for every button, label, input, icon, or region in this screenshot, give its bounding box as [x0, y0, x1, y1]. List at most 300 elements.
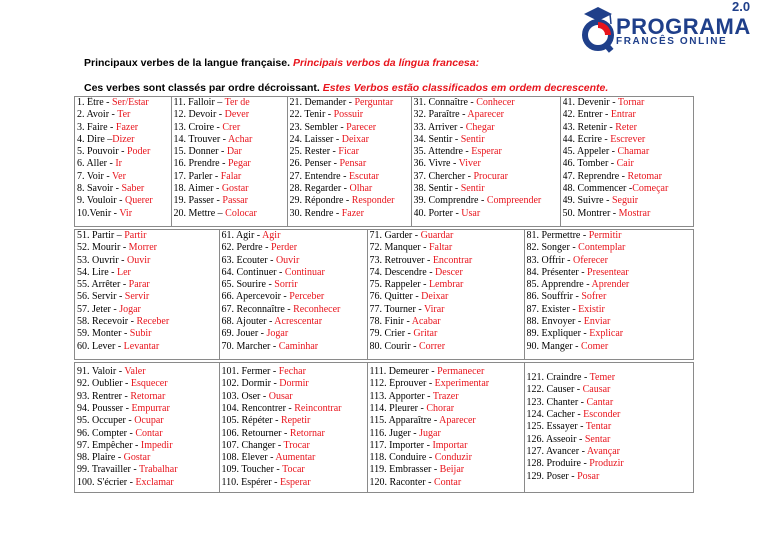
verb-french: 74. Descendre -	[369, 266, 436, 278]
verb-entry	[370, 316, 524, 328]
verb-entry	[370, 403, 524, 415]
verb-entry	[370, 464, 524, 476]
verb-french: 57. Jeter -	[77, 303, 120, 315]
verb-entry	[290, 183, 411, 195]
verb-entry	[77, 378, 219, 390]
verb-french: 78. Finir -	[369, 316, 412, 328]
verb-french: 54. Lire -	[77, 266, 117, 278]
verb-portuguese: Levantar	[123, 340, 160, 352]
verb-portuguese: Acrescentar	[274, 316, 323, 328]
verb-entry	[527, 316, 696, 328]
verb-entry	[77, 267, 219, 279]
verb-entry	[370, 341, 524, 353]
heading-order-pt: Estes Verbos estão classificados em ordem decrescente.	[322, 82, 609, 94]
verb-entry	[370, 378, 524, 390]
verb-entry	[370, 328, 524, 340]
verb-french: 49. Suivre -	[562, 195, 612, 207]
verb-portuguese: Contar	[135, 427, 163, 439]
verb-entry	[527, 242, 696, 254]
verb-french: 5. Pouvoir -	[77, 146, 127, 158]
verb-entry	[222, 440, 367, 452]
verb-column	[367, 363, 524, 492]
verb-portuguese: Ir	[115, 158, 122, 170]
verb-entry	[563, 158, 696, 170]
verb-block-1-50	[74, 96, 694, 227]
verb-portuguese: Agir	[262, 230, 281, 241]
verb-french: 83. Offrir -	[526, 254, 573, 266]
verb-french: 63. Écouter -	[221, 254, 276, 266]
verb-portuguese: Parecer	[346, 121, 377, 133]
verb-portuguese: Deixar	[421, 291, 449, 303]
verb-entry	[77, 316, 219, 328]
verb-entry	[370, 267, 524, 279]
verb-french: 90. Manger -	[526, 340, 581, 352]
verb-entry	[77, 109, 171, 121]
verb-portuguese: Sofrer	[581, 291, 607, 303]
verb-portuguese: Retomar	[627, 170, 662, 182]
verb-portuguese: Ter	[117, 109, 131, 121]
verb-portuguese: Fechar	[278, 366, 306, 378]
verb-french: 123. Chanter -	[526, 396, 587, 408]
verb-portuguese: Tentar	[585, 421, 612, 433]
verb-portuguese: Oferecer	[572, 254, 608, 266]
verb-entry	[414, 183, 560, 195]
verb-entry	[222, 452, 367, 464]
verb-block-51-90	[74, 229, 694, 360]
verb-portuguese: Deixar	[341, 133, 369, 145]
verb-french: 53. Ouvrir -	[77, 254, 127, 266]
verb-french: 104. Rencontrer -	[221, 402, 295, 414]
verb-french: 87. Exister -	[526, 303, 579, 315]
verb-portuguese: Tornar	[617, 97, 645, 108]
verb-french: 13. Croire -	[173, 121, 223, 133]
verb-entry	[414, 109, 560, 121]
verb-portuguese: Vir	[119, 207, 133, 219]
verb-portuguese: Perder	[270, 242, 298, 254]
verb-french: 75. Rappeler -	[369, 279, 429, 291]
verb-entry	[77, 171, 171, 183]
verb-entry	[370, 304, 524, 316]
verb-french: 10.Venir -	[77, 207, 120, 219]
verb-french: 15. Donner -	[173, 146, 227, 158]
verb-french: 68. Ajouter -	[221, 316, 275, 328]
verb-french: 28. Regarder -	[289, 183, 350, 195]
verb-entry	[222, 304, 367, 316]
verb-french: 39. Comprendre -	[413, 195, 487, 207]
verb-portuguese: Sentir	[460, 183, 485, 195]
verb-french: 76. Quitter -	[369, 291, 422, 303]
verb-french: 67. Reconnaître -	[221, 303, 294, 315]
verb-entry	[222, 477, 367, 489]
verb-french: 4. Dire –	[77, 133, 113, 145]
verb-entry	[222, 255, 367, 267]
verb-entry	[222, 415, 367, 427]
verb-table	[75, 97, 695, 226]
verb-portuguese: Importar	[432, 439, 468, 451]
verb-french: 31. Connaître -	[413, 97, 477, 108]
verb-french: 19. Passer -	[173, 195, 223, 207]
verb-french: 26. Penser -	[289, 158, 340, 170]
verb-column	[75, 230, 219, 359]
verb-column	[411, 97, 560, 226]
verb-entry	[174, 171, 287, 183]
verb-portuguese: Permanecer	[437, 366, 485, 378]
verb-entry	[222, 279, 367, 291]
verb-entry	[77, 464, 219, 476]
verb-portuguese: Beijar	[439, 464, 465, 476]
verb-entry	[77, 366, 219, 378]
verb-french: 95. Occuper -	[77, 415, 135, 427]
verb-french: 112. Éprouver -	[369, 378, 435, 390]
verb-french: 79. Crier -	[369, 328, 414, 340]
verb-portuguese: Entrar	[610, 109, 636, 121]
verb-portuguese: Colocar	[225, 207, 257, 219]
verb-portuguese: Faltar	[428, 242, 453, 254]
logo-version: 2.0	[732, 0, 751, 14]
verb-entry	[370, 415, 524, 427]
verb-portuguese: Correr	[418, 340, 446, 352]
verb-entry	[563, 146, 696, 158]
verb-portuguese: Gritar	[413, 328, 438, 340]
verb-french: 122. Causer -	[526, 384, 583, 396]
verb-french: 24. Laisser -	[289, 133, 342, 145]
verb-column	[524, 230, 695, 359]
verb-french: 96. Compter -	[77, 427, 136, 439]
verb-french: 102. Dormir -	[221, 378, 280, 390]
verb-french: 88. Envoyer -	[526, 316, 584, 328]
verb-entry	[527, 328, 696, 340]
verb-row	[75, 97, 695, 226]
verb-portuguese: Ler	[117, 266, 131, 278]
verb-french: 34. Sentir -	[413, 133, 461, 145]
verb-entry	[174, 122, 287, 134]
verb-french: 42. Entrer -	[562, 109, 611, 121]
heading-title-pt: Principais verbos da língua francesa:	[292, 57, 480, 69]
verb-french: 41. Devenir -	[562, 97, 618, 108]
verb-entry	[527, 267, 696, 279]
verb-entry	[222, 328, 367, 340]
verb-entry	[77, 403, 219, 415]
verb-portuguese: Ousar	[268, 390, 293, 402]
verb-french: 109. Toucher -	[221, 464, 283, 476]
verb-french: 43. Retenir -	[562, 121, 616, 133]
verb-french: 117. Importer -	[369, 439, 433, 451]
verb-entry	[174, 134, 287, 146]
verb-french: 11. Falloir –	[173, 97, 225, 108]
verb-entry	[77, 391, 219, 403]
verb-french: 16. Prendre -	[173, 158, 228, 170]
verb-entry	[77, 183, 171, 195]
verb-portuguese: Reter	[615, 121, 637, 133]
verb-portuguese: Dar	[226, 146, 242, 158]
verb-entry	[370, 366, 524, 378]
verb-entry	[77, 440, 219, 452]
verb-entry	[222, 267, 367, 279]
verb-entry	[290, 171, 411, 183]
verb-portuguese: Ver	[112, 170, 126, 182]
verb-french: 6. Aller -	[77, 158, 116, 170]
verb-portuguese: Esperar	[280, 476, 311, 488]
verb-portuguese: Fazer	[341, 207, 364, 219]
verb-entry	[290, 195, 411, 207]
verb-column	[75, 97, 171, 226]
verb-french: 22. Tenir -	[289, 109, 334, 121]
verb-french: 106. Retourner -	[221, 427, 290, 439]
verb-portuguese: Poder	[127, 146, 151, 158]
verb-portuguese: Fazer	[115, 121, 139, 133]
verb-portuguese: Chegar	[465, 121, 495, 133]
verb-french: 9. Vouloir -	[77, 195, 125, 207]
verb-portuguese: Chorar	[426, 402, 455, 414]
verb-french: 103. Oser -	[221, 390, 269, 402]
verb-entry	[77, 279, 219, 291]
verb-entry	[370, 440, 524, 452]
verb-entry	[527, 372, 696, 384]
verb-entry	[77, 195, 171, 207]
verb-entry	[290, 158, 411, 170]
verb-french: 20. Mettre –	[173, 207, 226, 219]
verb-french: 56. Servir -	[77, 291, 125, 303]
verb-french: 105. Répéter -	[221, 415, 281, 427]
verb-portuguese: Possuir	[333, 109, 364, 121]
verb-portuguese: Trazer	[432, 390, 459, 402]
verb-french: 71. Garder -	[369, 230, 421, 241]
verb-portuguese: Sentir	[460, 133, 485, 145]
logo-emblem-icon	[578, 2, 618, 54]
verb-entry	[563, 122, 696, 134]
verb-portuguese: Contemplar	[578, 242, 626, 254]
verb-portuguese: Gostar	[123, 452, 151, 464]
verb-entry	[290, 134, 411, 146]
verb-entry	[290, 109, 411, 121]
verb-portuguese: Seguir	[611, 195, 639, 207]
verb-french: 116. Juger -	[369, 427, 420, 439]
verb-french: 81. Permettre -	[526, 230, 589, 241]
verb-french: 120. Raconter -	[369, 476, 434, 488]
verb-portuguese: Viver	[458, 158, 481, 170]
verb-portuguese: Achar	[227, 133, 253, 145]
verb-portuguese: Reincontrar	[294, 402, 342, 414]
verb-block-91-129	[74, 362, 694, 493]
verb-entry	[527, 421, 696, 433]
verb-portuguese: Causar	[582, 384, 611, 396]
verb-portuguese: Responder	[351, 195, 395, 207]
verb-entry	[77, 452, 219, 464]
verb-portuguese: Parar	[128, 279, 150, 291]
verb-portuguese: Jugar	[419, 427, 441, 439]
verb-column	[367, 230, 524, 359]
verb-french: 115. Apparaître -	[369, 415, 440, 427]
verb-entry	[174, 158, 287, 170]
verb-portuguese: Passar	[222, 195, 248, 207]
verb-entry	[222, 464, 367, 476]
verb-french: 52. Mourir -	[77, 242, 129, 254]
verb-french: 93. Rentrer -	[77, 390, 131, 402]
verb-french: 23. Sembler -	[289, 121, 347, 133]
verb-french: 128. Produire -	[526, 458, 590, 470]
verb-entry	[290, 146, 411, 158]
verb-entry	[77, 208, 171, 220]
verb-entry	[414, 208, 560, 220]
verb-portuguese: Falar	[220, 170, 242, 182]
verb-french: 119. Embrasser -	[369, 464, 440, 476]
verb-french: 94. Pousser -	[77, 402, 132, 414]
verb-entry	[527, 434, 696, 446]
verb-french: 125. Essayer -	[526, 421, 586, 433]
verb-portuguese: Ocupar	[134, 415, 164, 427]
verb-portuguese: Posar	[577, 470, 600, 482]
verb-portuguese: Esperar	[471, 146, 502, 158]
verb-portuguese: Sorrir	[274, 279, 298, 291]
verb-portuguese: Ser/Estar	[112, 97, 149, 108]
verb-entry	[77, 328, 219, 340]
verb-portuguese: Subir	[129, 328, 152, 340]
verb-portuguese: Retornar	[289, 427, 325, 439]
verb-entry	[527, 471, 696, 483]
verb-portuguese: Lembrar	[428, 279, 464, 291]
verb-french: 73. Retrouver -	[369, 254, 433, 266]
verb-french: 97. Empêcher -	[77, 439, 141, 451]
verb-french: 86. Souffrir -	[526, 291, 582, 303]
verb-column	[75, 363, 219, 492]
verb-french: 127. Avancer -	[526, 445, 587, 457]
verb-portuguese: Gostar	[221, 183, 249, 195]
verb-portuguese: Dormir	[279, 378, 309, 390]
verb-french: 33. Arriver -	[413, 121, 466, 133]
verb-entry	[174, 195, 287, 207]
verb-portuguese: Procurar	[473, 170, 508, 182]
verb-french: 17. Parler -	[173, 170, 221, 182]
verb-french: 65. Sourire -	[221, 279, 275, 291]
verb-portuguese: Jogar	[266, 328, 289, 340]
verb-portuguese: Guardar	[420, 230, 454, 241]
verb-french: 110. Espérer -	[221, 476, 280, 488]
verb-french: 51. Partir –	[77, 230, 125, 241]
verb-entry	[222, 316, 367, 328]
verb-portuguese: Ter de	[224, 97, 250, 108]
verb-entry	[77, 255, 219, 267]
verb-french: 89. Expliquer -	[526, 328, 590, 340]
verb-entry	[222, 403, 367, 415]
verb-portuguese: Permitir	[588, 230, 622, 241]
verb-entry	[222, 428, 367, 440]
verb-french: 80. Courir -	[369, 340, 419, 352]
verb-portuguese: Virar	[423, 303, 445, 315]
verb-entry	[370, 230, 524, 242]
verb-entry	[77, 291, 219, 303]
verb-portuguese: Olhar	[349, 183, 373, 195]
verb-entry	[77, 230, 219, 242]
verb-column	[524, 363, 695, 492]
verb-entry	[174, 109, 287, 121]
verb-portuguese: Receber	[136, 316, 170, 328]
verb-entry	[370, 242, 524, 254]
verb-french: 35. Attendre -	[413, 146, 472, 158]
verb-french: 29. Répondre -	[289, 195, 352, 207]
verb-entry	[563, 208, 696, 220]
heading-order-fr: Ces verbes sont classés par ordre décroissant.	[84, 82, 320, 94]
verb-entry	[370, 279, 524, 291]
verb-portuguese: Empurrar	[131, 402, 170, 414]
verb-entry	[563, 171, 696, 183]
verb-entry	[290, 208, 411, 220]
verb-french: 98. Plaire -	[77, 452, 124, 464]
verb-portuguese: Esquecer	[130, 378, 168, 390]
verb-french: 64. Continuer -	[221, 266, 285, 278]
verb-french: 40. Porter -	[413, 207, 462, 219]
verb-portuguese: Experimentar	[434, 378, 490, 390]
verb-entry	[222, 378, 367, 390]
verb-french: 55. Arrêter -	[77, 279, 129, 291]
verb-portuguese: Pensar	[339, 158, 367, 170]
verb-french: 59. Monter -	[77, 328, 130, 340]
verb-row	[75, 363, 695, 492]
verb-portuguese: Conhecer	[476, 97, 515, 108]
verb-entry	[563, 195, 696, 207]
verb-row	[75, 230, 695, 359]
verb-entry	[77, 304, 219, 316]
verb-entry	[370, 477, 524, 489]
verb-entry	[527, 291, 696, 303]
verb-portuguese: Comer	[580, 340, 609, 352]
logo-name: PROGRAMA	[616, 14, 751, 39]
verb-portuguese: Aparecer	[439, 415, 476, 427]
verb-portuguese: Começar	[632, 183, 669, 195]
verb-french: 46. Tomber -	[562, 158, 617, 170]
verb-entry	[527, 446, 696, 458]
verb-french: 36. Vivre -	[413, 158, 459, 170]
verb-french: 69. Jouer -	[221, 328, 267, 340]
verb-entry	[290, 122, 411, 134]
verb-entry	[370, 452, 524, 464]
verb-french: 8. Savoir -	[77, 183, 122, 195]
verb-entry	[174, 208, 287, 220]
verb-portuguese: Jogar	[119, 303, 141, 315]
verb-french: 118. Conduire -	[369, 452, 435, 464]
verb-portuguese: Morrer	[128, 242, 157, 254]
verb-entry	[174, 183, 287, 195]
verb-portuguese: Servir	[124, 291, 150, 303]
verb-entry	[77, 477, 219, 489]
verb-column	[171, 97, 287, 226]
verb-portuguese: Descer	[435, 266, 463, 278]
verb-entry	[222, 341, 367, 353]
verb-french: 30. Rendre -	[289, 207, 342, 219]
verb-entry	[77, 341, 219, 353]
verb-french: 129. Poser -	[526, 470, 578, 482]
verb-entry	[414, 195, 560, 207]
verb-french: 18. Aimer -	[173, 183, 222, 195]
verb-french: 37. Chercher -	[413, 170, 474, 182]
verb-french: 111. Demeurer -	[369, 366, 438, 378]
verb-french: 82. Songer -	[526, 242, 579, 254]
verb-entry	[414, 146, 560, 158]
verb-portuguese: Acabar	[411, 316, 441, 328]
verb-french: 47. Reprendre -	[562, 170, 628, 182]
verb-entry	[527, 255, 696, 267]
verb-french: 38. Sentir -	[413, 183, 461, 195]
verb-portuguese: Aumentar	[275, 452, 316, 464]
verb-portuguese: Contar	[433, 476, 462, 488]
heading-title-fr: Principaux verbes de la langue française.	[84, 57, 291, 69]
verb-french: 124. Cacher -	[526, 409, 584, 421]
verb-portuguese: Ouvir	[127, 254, 151, 266]
verb-portuguese: Tocar	[282, 464, 305, 476]
verb-portuguese: Esconder	[583, 409, 621, 421]
verb-entry	[222, 242, 367, 254]
verb-french: 62. Perdre -	[221, 242, 271, 254]
verb-french: 58. Recevoir -	[77, 316, 137, 328]
